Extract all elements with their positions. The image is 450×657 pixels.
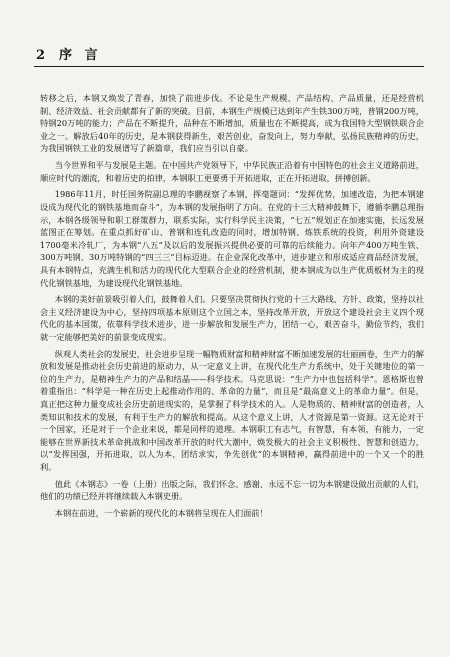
section-title: 序 言 — [59, 48, 102, 63]
header-rule — [34, 66, 424, 67]
page-number: 2 — [36, 48, 50, 63]
paragraph: 转移之后，本钢又焕发了青春，加快了前进步伐。不论是生产规模、产品结构、产品质量，还是经营机制、经济效益、社会贡献都有了新的突破。目前，本钢生产规模已达到年产生铁300万吨，普钢200万吨，特钢20万吨的能力；产品在不断提升，品种在不断增加，质量也在不断提高，成为我国特大型钢铁联合企业之一。解放后40年的历史，是本钢获得新生，艰苦创业，奋发向上，努力奉献，弘扬民族精神的历史，为我国钢铁工业的发展谱写了新篇章，我们应当引以自豪。 — [40, 93, 424, 154]
paragraph: 当今世界和平与发展是主题。在中国共产党领导下，中华民族正沿着有中国特色的社会主义道路前进，顺应时代的潮流，和着历史的拍律，本钢职工更要勇于开拓进取，正在开拓进取，拼搏创新。 — [40, 160, 424, 183]
paragraph: 纵观人类社会的发展史，社会进步呈现一幅物质财富和精神财富不断加速发展的壮丽画卷，生产力的解放和发展是推动社会历史前进的原动力，从一定意义上讲，在现代化生产力系统中，处于关键地位的第一位的生产力，是精神生产力的产品和结晶——科学技术。马克思说：“生产力中也包括科学”。恩格斯也曾着重指出：“科学是一种在历史上起推动作用的、革命的力量”，而且是“最高意义上的革命力量”。但是，真正把这种力量变成社会历史前进现实的，是掌握了科学技术的人。人是物质的、精神财富的创造者，人类知识和技术的发展，有利于生产力的解放和提高。从这个意义上讲，人才资源是第一资源。这无论对于一个国家，还是对于一个企业来说，都是同样的道理。本钢职工有志气，有智慧，有本领，有能力，一定能够在世界新技术革命挑战和中国改革开放的时代大潮中，焕发极大的社会主义积极性、智慧和创造力，以“发挥国强，开拓进取，以人为本，团结求实，争先创优”的本钢精神，赢得前进中的一个又一个的胜利。 — [40, 348, 424, 472]
body-text — [40, 92, 424, 520]
paragraph: 1986年11月，时任国务院副总理的李鹏视察了本钢，挥毫题词：“发挥优势，加速改造，为把本钢建设成为现代化的钢铁基地而奋斗”，为本钢的发展指明了方向。在党的十三大精神鼓舞下，遵循李鹏总理指示，本钢各级领导和职工群策群力，联系实际，实行科学民主决策，“七五”规划正在加速实施，长远发展蓝图正在筹划。在重点抓好矿山、普钢和连轧改造的同时，增加特钢、炼铁系统的投资，利用外资建设1700毫米冷轧厂，为本钢“八五”及以后的发展振兴提供必要的可靠的后续能力。向年产400万吨生铁、300万吨钢、30万吨特钢的“四三三”目标迈进。在企业深化改革中，进步建立和形成适应商品经济发展，具有本钢特点，充满生机和活力的现代化大型联合企业的经营机制，使本钢成为以生产优质板材为主的现代化钢铁基地，为建设现代化钢铁基地。 — [40, 189, 424, 288]
paragraph: 值此《本钢志》一卷（上册）出版之际，我们怀念、感谢、永远不忘一切为本钢建设做出贡献的人们，他们的功绩已经并将继续载入本钢史册。 — [40, 478, 424, 502]
paragraph: 本钢在前进，一个崭新的现代化的本钢将呈现在人们面前！ — [54, 507, 268, 518]
running-header — [36, 44, 102, 63]
paragraph: 本钢的美好前景吸引着人们，鼓舞着人们。只要坚决贯彻执行党的十三大路线、方针、政策，坚持以社会主义经济建设为中心，坚持四项基本原则这个立国之本，坚持改革开放，开放这个建设社会主义四个现代化的基本国策，依靠科学技术进步，进一步解放和发展生产力，团结一心，艰苦奋斗，勤俭节约，我们就一定能够把美好的前景变成现实。 — [40, 294, 424, 342]
